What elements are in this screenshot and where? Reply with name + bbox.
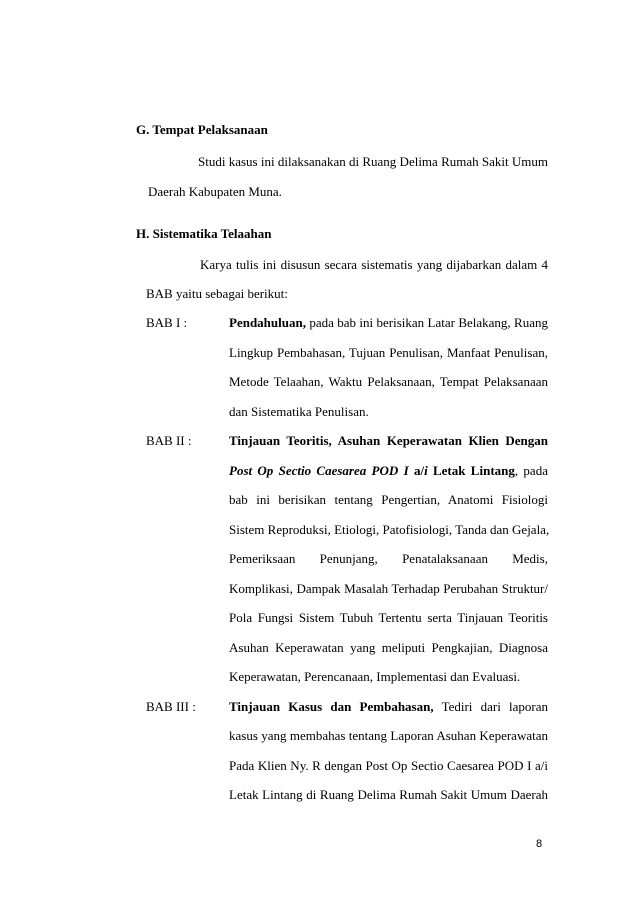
section-h-heading: H. Sistematika Telaahan [136, 226, 272, 241]
bab-1-line-2: Lingkup Pembahasan, Tujuan Penulisan, Manfaat Penulisan, [229, 345, 548, 360]
section-g-text-line-2: Daerah Kabupaten Muna. [148, 184, 282, 199]
bab-3-line-4: Letak Lintang di Ruang Delima Rumah Sakit Umum Daerah [229, 787, 548, 802]
bab-1-line-3: Metode Telaahan, Waktu Pelaksanaan, Tempat Pelaksanaan [229, 374, 548, 389]
bab-2-title-mid: a/ [408, 463, 425, 478]
bab-1-line-1 [229, 315, 548, 331]
bab-2-line-2 [229, 463, 548, 479]
bab-2-line-5-word-4: Medis, [512, 551, 548, 566]
bab-1-label: BAB I : [146, 315, 188, 330]
bab-2-line-7: Pola Fungsi Sistem Tubuh Tertentu serta Tinjauan Teoritis [229, 610, 548, 625]
bab-2-title-italic: Post Op Sectio Caesarea POD I [229, 463, 409, 478]
bab-3-line-2: kasus yang membahas tentang Laporan Asuhan Keperawatan [229, 728, 548, 743]
bab-3-line-3: Pada Klien Ny. R dengan Post Op Sectio Caesarea POD I a/i [229, 758, 548, 773]
bab-2-line-2-rest: , pada [514, 463, 548, 478]
bab-1-line-1-rest: pada bab ini berisikan Latar Belakang, Ruang [305, 315, 548, 330]
bab-3-label: BAB III : [146, 699, 196, 714]
bab-1-title: Pendahuluan, [229, 315, 306, 330]
section-g-heading: G. Tempat Pelaksanaan [136, 122, 268, 137]
bab-2-line-6: Komplikasi, Dampak Masalah Terhadap Perubahan Struktur/ [229, 581, 548, 596]
bab-2-title-end: Letak Lintang [427, 463, 515, 478]
section-h-intro-line-1: Karya tulis ini disusun secara sistematis yang dijabarkan dalam 4 [200, 257, 548, 272]
bab-3-title: Tinjauan Kasus dan Pembahasan, [229, 699, 434, 714]
bab-2-label: BAB II : [146, 433, 192, 448]
bab-2-line-5-word-2: Penunjang, [319, 551, 378, 566]
bab-2-line-9: Keperawatan, Perencanaan, Implementasi dan Evaluasi. [229, 669, 521, 684]
section-h-intro-line-2: BAB yaitu sebagai berikut: [146, 286, 288, 301]
bab-2-line-5-word-1: Pemeriksaan [229, 551, 296, 566]
bab-2-line-5 [229, 551, 548, 567]
bab-2-title-line-1: Tinjauan Teoritis, Asuhan Keperawatan Klien Dengan [229, 433, 548, 448]
bab-2-line-4: Sistem Reproduksi, Etiologi, Patofisiologi, Tanda dan Gejala, [229, 522, 550, 537]
bab-3-line-1 [229, 699, 548, 715]
bab-2-line-5-word-3: Penatalaksanaan [402, 551, 488, 566]
bab-2-title-italic-2: i [424, 463, 428, 478]
bab-3-line-1-rest: Tediri dari laporan [433, 699, 548, 714]
bab-1-line-4: dan Sistematika Penulisan. [229, 404, 369, 419]
section-g-text-line-1: Studi kasus ini dilaksanakan di Ruang Delima Rumah Sakit Umum [198, 154, 548, 169]
bab-2-line-3: bab ini berisikan tentang Pengertian, Anatomi Fisiologi [229, 492, 548, 507]
bab-2-line-8: Asuhan Keperawatan yang meliputi Pengkajian, Diagnosa [229, 640, 548, 655]
page-number: 8 [536, 838, 543, 850]
